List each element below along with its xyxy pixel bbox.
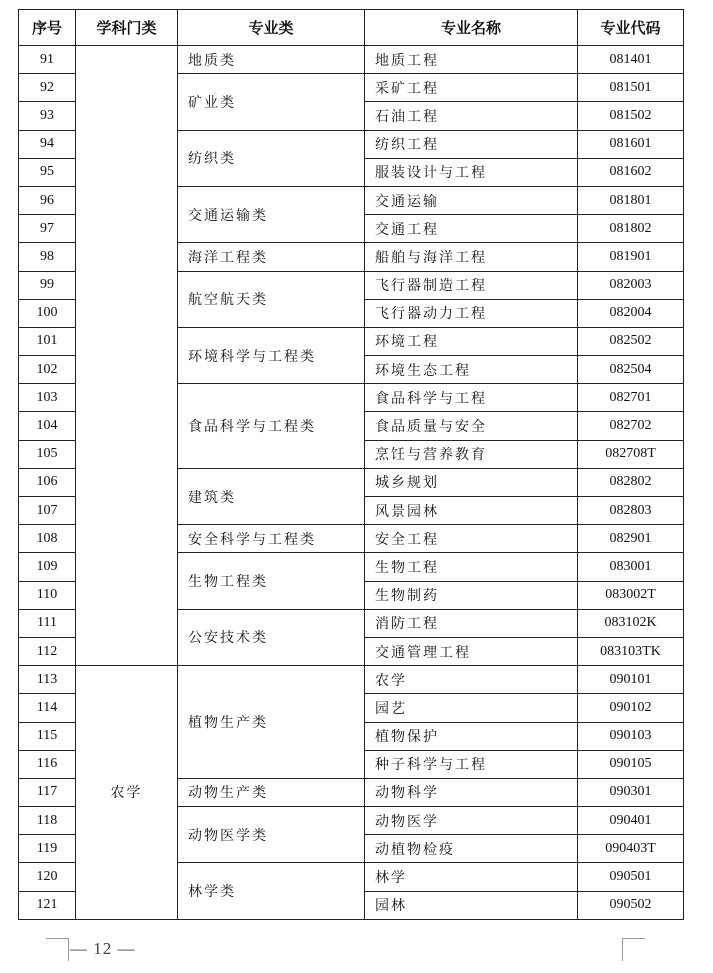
major-name-cell: 植物保护 [365, 722, 578, 750]
major-name-cell: 生物工程 [365, 553, 578, 581]
major-code-cell: 090105 [578, 750, 684, 778]
major-code-cell: 081401 [578, 46, 684, 74]
row-number-cell: 94 [19, 130, 76, 158]
header-major: 专业名称 [365, 10, 578, 46]
row-number-cell: 117 [19, 778, 76, 806]
major-name-cell: 生物制药 [365, 581, 578, 609]
major-code-cell: 081502 [578, 102, 684, 130]
row-number-cell: 91 [19, 46, 76, 74]
major-name-cell: 林学 [365, 863, 578, 891]
major-code-cell: 090301 [578, 778, 684, 806]
category-cell: 动物医学类 [178, 807, 365, 863]
category-cell: 食品科学与工程类 [178, 384, 365, 469]
major-name-cell: 动物医学 [365, 807, 578, 835]
row-number-cell: 113 [19, 666, 76, 694]
major-code-cell: 081602 [578, 158, 684, 186]
major-name-cell: 城乡规划 [365, 468, 578, 496]
major-code-cell: 082802 [578, 468, 684, 496]
row-number-cell: 107 [19, 497, 76, 525]
row-number-cell: 114 [19, 694, 76, 722]
major-code-cell: 082708T [578, 440, 684, 468]
majors-table [18, 9, 684, 920]
row-number-cell: 109 [19, 553, 76, 581]
category-cell: 建筑类 [178, 468, 365, 524]
major-name-cell: 服装设计与工程 [365, 158, 578, 186]
major-code-cell: 082004 [578, 299, 684, 327]
row-number-cell: 106 [19, 468, 76, 496]
major-code-cell: 090103 [578, 722, 684, 750]
major-name-cell: 园艺 [365, 694, 578, 722]
major-code-cell: 082901 [578, 525, 684, 553]
row-number-cell: 93 [19, 102, 76, 130]
row-number-cell: 120 [19, 863, 76, 891]
major-code-cell: 082701 [578, 384, 684, 412]
header-code: 专业代码 [578, 10, 684, 46]
major-name-cell: 船舶与海洋工程 [365, 243, 578, 271]
major-name-cell: 动植物检疫 [365, 835, 578, 863]
discipline-cell: 农学 [76, 666, 178, 920]
row-number-cell: 119 [19, 835, 76, 863]
page-corner-mark-left [46, 938, 69, 961]
major-name-cell: 环境生态工程 [365, 356, 578, 384]
row-number-cell: 101 [19, 327, 76, 355]
header-category: 专业类 [178, 10, 365, 46]
major-name-cell: 飞行器动力工程 [365, 299, 578, 327]
major-code-cell: 081901 [578, 243, 684, 271]
category-cell: 地质类 [178, 46, 365, 74]
row-number-cell: 112 [19, 637, 76, 665]
category-cell: 纺织类 [178, 130, 365, 186]
major-code-cell: 083001 [578, 553, 684, 581]
header-no: 序号 [19, 10, 76, 46]
row-number-cell: 121 [19, 891, 76, 919]
page-number: — 12 — [70, 939, 136, 958]
major-code-cell: 081501 [578, 74, 684, 102]
major-name-cell: 交通运输 [365, 186, 578, 214]
row-number-cell: 110 [19, 581, 76, 609]
major-name-cell: 环境工程 [365, 327, 578, 355]
category-cell: 动物生产类 [178, 778, 365, 806]
page-corner-mark-right [622, 938, 645, 961]
row-number-cell: 105 [19, 440, 76, 468]
major-name-cell: 安全工程 [365, 525, 578, 553]
row-number-cell: 92 [19, 74, 76, 102]
major-name-cell: 采矿工程 [365, 74, 578, 102]
major-code-cell: 083002T [578, 581, 684, 609]
major-code-cell: 090401 [578, 807, 684, 835]
row-number-cell: 96 [19, 186, 76, 214]
major-name-cell: 食品科学与工程 [365, 384, 578, 412]
row-number-cell: 104 [19, 412, 76, 440]
row-number-cell: 98 [19, 243, 76, 271]
category-cell: 环境科学与工程类 [178, 327, 365, 383]
category-cell: 生物工程类 [178, 553, 365, 609]
table-row [19, 46, 684, 74]
row-number-cell: 111 [19, 609, 76, 637]
major-name-cell: 风景园林 [365, 497, 578, 525]
major-code-cell: 082502 [578, 327, 684, 355]
major-code-cell: 090102 [578, 694, 684, 722]
major-name-cell: 消防工程 [365, 609, 578, 637]
major-code-cell: 090101 [578, 666, 684, 694]
major-code-cell: 081801 [578, 186, 684, 214]
major-code-cell: 090501 [578, 863, 684, 891]
major-name-cell: 种子科学与工程 [365, 750, 578, 778]
major-code-cell: 083103TK [578, 637, 684, 665]
major-name-cell: 农学 [365, 666, 578, 694]
category-cell: 林学类 [178, 863, 365, 919]
row-number-cell: 97 [19, 215, 76, 243]
table-header-row [19, 10, 684, 46]
row-number-cell: 103 [19, 384, 76, 412]
major-code-cell: 083102K [578, 609, 684, 637]
major-name-cell: 飞行器制造工程 [365, 271, 578, 299]
major-name-cell: 烹饪与营养教育 [365, 440, 578, 468]
category-cell: 矿业类 [178, 74, 365, 130]
major-code-cell: 081601 [578, 130, 684, 158]
row-number-cell: 99 [19, 271, 76, 299]
major-name-cell: 食品质量与安全 [365, 412, 578, 440]
major-code-cell: 082504 [578, 356, 684, 384]
row-number-cell: 100 [19, 299, 76, 327]
major-code-cell: 082803 [578, 497, 684, 525]
row-number-cell: 115 [19, 722, 76, 750]
major-name-cell: 石油工程 [365, 102, 578, 130]
row-number-cell: 116 [19, 750, 76, 778]
row-number-cell: 102 [19, 356, 76, 384]
discipline-cell [76, 46, 178, 666]
major-name-cell: 动物科学 [365, 778, 578, 806]
category-cell: 公安技术类 [178, 609, 365, 665]
header-discipline: 学科门类 [76, 10, 178, 46]
row-number-cell: 95 [19, 158, 76, 186]
major-code-cell: 081802 [578, 215, 684, 243]
major-name-cell: 地质工程 [365, 46, 578, 74]
major-code-cell: 090403T [578, 835, 684, 863]
category-cell: 航空航天类 [178, 271, 365, 327]
major-name-cell: 纺织工程 [365, 130, 578, 158]
table-body [19, 46, 684, 920]
major-code-cell: 082702 [578, 412, 684, 440]
category-cell: 海洋工程类 [178, 243, 365, 271]
major-name-cell: 园林 [365, 891, 578, 919]
category-cell: 交通运输类 [178, 186, 365, 242]
major-name-cell: 交通管理工程 [365, 637, 578, 665]
major-code-cell: 090502 [578, 891, 684, 919]
row-number-cell: 108 [19, 525, 76, 553]
table-row [19, 666, 684, 694]
major-name-cell: 交通工程 [365, 215, 578, 243]
major-code-cell: 082003 [578, 271, 684, 299]
category-cell: 安全科学与工程类 [178, 525, 365, 553]
row-number-cell: 118 [19, 807, 76, 835]
category-cell: 植物生产类 [178, 666, 365, 779]
